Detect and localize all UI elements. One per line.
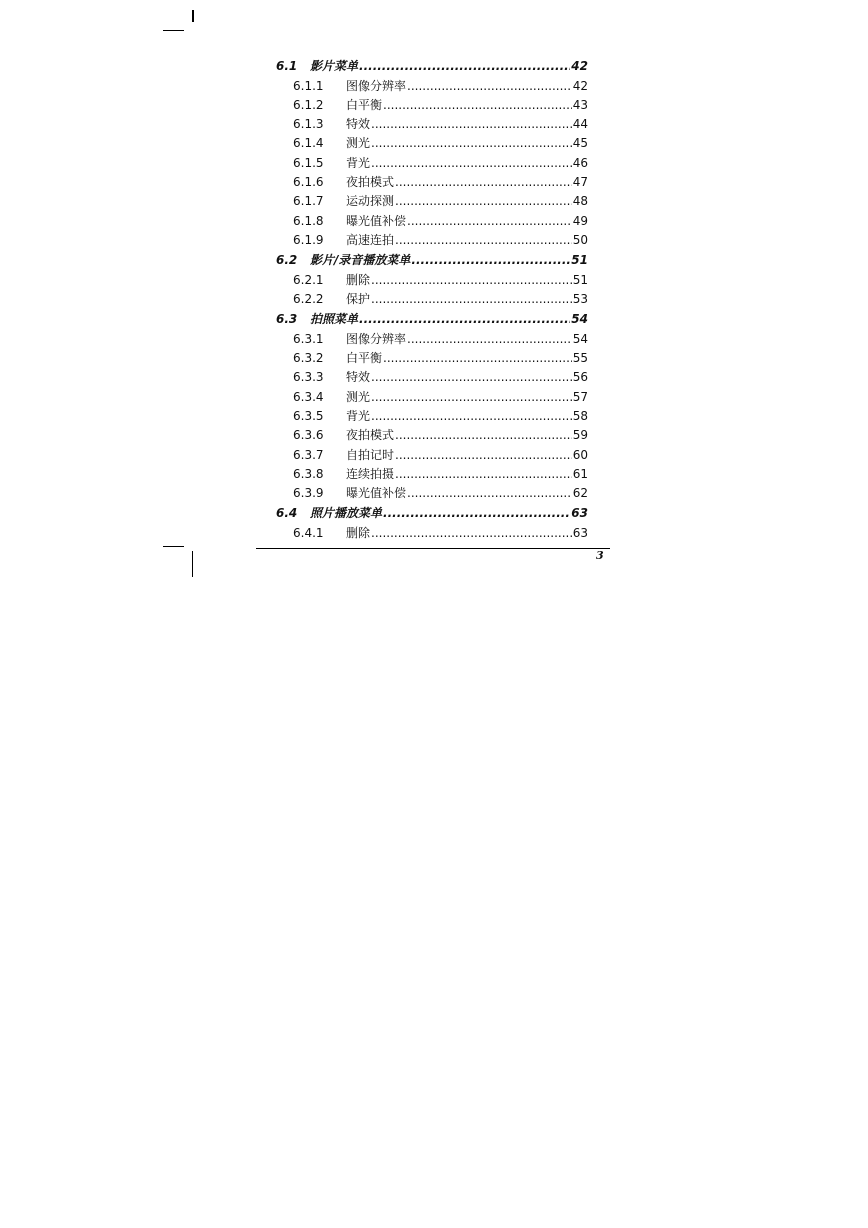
toc-subsection-entry[interactable] xyxy=(276,192,588,211)
toc-entry-page: 42 xyxy=(572,78,588,93)
crop-mark-top-horizontal xyxy=(163,30,184,31)
toc-entry-page: 63 xyxy=(571,506,588,521)
toc-leader-dots xyxy=(371,115,572,134)
toc-subsection-entry[interactable] xyxy=(276,407,588,426)
toc-leader-dots xyxy=(383,349,572,368)
toc-entry-title: 自拍记时 xyxy=(346,447,395,462)
toc-entry-title: 图像分辨率 xyxy=(346,78,407,93)
toc-leader-dots xyxy=(371,290,572,309)
toc-leader-dots xyxy=(407,212,572,231)
toc-subsection-entry[interactable] xyxy=(276,134,588,153)
table-of-contents xyxy=(276,56,588,543)
toc-entry-title: 特效 xyxy=(346,370,371,385)
toc-section-entry[interactable] xyxy=(276,250,588,271)
toc-leader-dots xyxy=(395,465,572,484)
toc-leader-dots xyxy=(371,388,572,407)
toc-entry-title: 白平衡 xyxy=(346,97,383,112)
toc-entry-title: 删除 xyxy=(346,525,371,540)
toc-section-entry[interactable] xyxy=(276,503,588,524)
toc-entry-title: 影片菜单 xyxy=(310,59,359,73)
toc-entry-number: 6.1.7 xyxy=(293,194,324,209)
toc-entry-title: 高速连拍 xyxy=(346,232,395,247)
toc-entry-number: 6.3.4 xyxy=(293,389,324,404)
toc-entry-page: 48 xyxy=(572,194,588,209)
page-number: 3 xyxy=(596,549,604,562)
toc-section-entry[interactable] xyxy=(276,309,588,330)
toc-entry-page: 56 xyxy=(572,370,588,385)
toc-leader-dots xyxy=(359,309,570,330)
toc-subsection-entry[interactable] xyxy=(276,154,588,173)
toc-leader-dots xyxy=(395,446,572,465)
toc-entry-number: 6.2 xyxy=(276,253,298,268)
toc-entry-number: 6.3.2 xyxy=(293,351,324,366)
toc-entry-page: 54 xyxy=(571,312,588,327)
toc-entry-page: 50 xyxy=(572,232,588,247)
toc-entry-title: 白平衡 xyxy=(346,351,383,366)
toc-leader-dots xyxy=(371,524,572,543)
toc-subsection-entry[interactable] xyxy=(276,77,588,96)
crop-mark-bottom-vertical xyxy=(192,551,193,577)
crop-mark-bottom-horizontal xyxy=(163,546,184,547)
toc-entry-page: 43 xyxy=(572,97,588,112)
toc-leader-dots xyxy=(371,134,572,153)
toc-entry-title: 曝光值补偿 xyxy=(346,486,407,501)
toc-entry-number: 6.1.4 xyxy=(293,136,324,151)
footer-rule xyxy=(256,548,610,549)
toc-entry-page: 47 xyxy=(572,174,588,189)
toc-subsection-entry[interactable] xyxy=(276,426,588,445)
toc-entry-page: 49 xyxy=(572,213,588,228)
toc-entry-number: 6.1.9 xyxy=(293,232,324,247)
toc-entry-title: 背光 xyxy=(346,408,371,423)
toc-entry-page: 62 xyxy=(572,486,588,501)
toc-leader-dots xyxy=(407,77,572,96)
toc-entry-page: 57 xyxy=(572,389,588,404)
toc-entry-page: 51 xyxy=(571,253,588,268)
toc-leader-dots xyxy=(359,56,570,77)
toc-subsection-entry[interactable] xyxy=(276,484,588,503)
toc-entry-title: 连续拍摄 xyxy=(346,466,395,481)
toc-entry-page: 61 xyxy=(572,466,588,481)
toc-subsection-entry[interactable] xyxy=(276,349,588,368)
toc-entry-number: 6.3.9 xyxy=(293,486,324,501)
toc-subsection-entry[interactable] xyxy=(276,388,588,407)
toc-entry-page: 45 xyxy=(572,136,588,151)
toc-leader-dots xyxy=(371,368,572,387)
toc-entry-title: 曝光值补偿 xyxy=(346,213,407,228)
toc-entry-title: 保护 xyxy=(346,291,371,306)
toc-leader-dots xyxy=(371,271,572,290)
toc-leader-dots xyxy=(411,250,570,271)
toc-subsection-entry[interactable] xyxy=(276,330,588,349)
toc-entry-number: 6.3.1 xyxy=(293,331,324,346)
toc-entry-title: 特效 xyxy=(346,117,371,132)
toc-entry-number: 6.4.1 xyxy=(293,525,324,540)
toc-entry-title: 测光 xyxy=(346,389,371,404)
toc-entry-number: 6.1.3 xyxy=(293,117,324,132)
toc-entry-title: 运动探测 xyxy=(346,194,395,209)
toc-subsection-entry[interactable] xyxy=(276,271,588,290)
toc-subsection-entry[interactable] xyxy=(276,446,588,465)
toc-subsection-entry[interactable] xyxy=(276,465,588,484)
toc-entry-number: 6.3.5 xyxy=(293,408,324,423)
toc-entry-page: 42 xyxy=(571,59,588,73)
toc-entry-page: 46 xyxy=(572,155,588,170)
toc-entry-title: 图像分辨率 xyxy=(346,331,407,346)
toc-leader-dots xyxy=(407,330,572,349)
toc-entry-title: 影片/录音播放菜单 xyxy=(310,253,411,268)
toc-entry-title: 测光 xyxy=(346,136,371,151)
toc-entry-title: 照片播放菜单 xyxy=(310,506,383,521)
toc-entry-number: 6.3 xyxy=(276,312,298,327)
toc-subsection-entry[interactable] xyxy=(276,290,588,309)
toc-entry-number: 6.3.3 xyxy=(293,370,324,385)
toc-entry-page: 63 xyxy=(572,525,588,540)
toc-subsection-entry[interactable] xyxy=(276,524,588,543)
toc-entry-number: 6.2.1 xyxy=(293,272,324,287)
toc-entry-page: 44 xyxy=(572,117,588,132)
toc-entry-number: 6.3.8 xyxy=(293,466,324,481)
toc-entry-number: 6.1.6 xyxy=(293,174,324,189)
toc-entry-title: 删除 xyxy=(346,272,371,287)
toc-entry-title: 夜拍模式 xyxy=(346,174,395,189)
toc-entry-title: 拍照菜单 xyxy=(310,312,359,327)
toc-entry-number: 6.3.7 xyxy=(293,447,324,462)
toc-subsection-entry[interactable] xyxy=(276,212,588,231)
toc-entry-title: 背光 xyxy=(346,155,371,170)
toc-entry-number: 6.1 xyxy=(276,59,298,73)
toc-leader-dots xyxy=(407,484,572,503)
toc-entry-number: 6.1.1 xyxy=(293,78,324,93)
toc-entry-number: 6.4 xyxy=(276,506,298,521)
toc-subsection-entry[interactable] xyxy=(276,173,588,192)
toc-leader-dots xyxy=(395,426,572,445)
toc-entry-number: 6.1.2 xyxy=(293,97,324,112)
toc-leader-dots xyxy=(395,231,572,250)
toc-leader-dots xyxy=(383,503,570,524)
toc-entry-page: 53 xyxy=(572,291,588,306)
toc-entry-number: 6.1.5 xyxy=(293,155,324,170)
toc-subsection-entry[interactable] xyxy=(276,231,588,250)
toc-leader-dots xyxy=(371,407,572,426)
toc-leader-dots xyxy=(395,192,572,211)
toc-entry-number: 6.3.6 xyxy=(293,428,324,443)
toc-entry-page: 59 xyxy=(572,428,588,443)
toc-leader-dots xyxy=(395,173,572,192)
toc-entry-number: 6.2.2 xyxy=(293,291,324,306)
toc-subsection-entry[interactable] xyxy=(276,96,588,115)
toc-entry-page: 51 xyxy=(572,272,588,287)
toc-section-entry[interactable] xyxy=(276,56,588,77)
toc-subsection-entry[interactable] xyxy=(276,115,588,134)
toc-entry-page: 54 xyxy=(572,331,588,346)
toc-entry-page: 58 xyxy=(572,408,588,423)
toc-leader-dots xyxy=(371,154,572,173)
toc-entry-page: 60 xyxy=(572,447,588,462)
toc-entry-title: 夜拍模式 xyxy=(346,428,395,443)
toc-entry-page: 55 xyxy=(572,351,588,366)
toc-subsection-entry[interactable] xyxy=(276,368,588,387)
toc-entry-number: 6.1.8 xyxy=(293,213,324,228)
toc-leader-dots xyxy=(383,96,572,115)
crop-mark-top-vertical xyxy=(192,10,194,22)
